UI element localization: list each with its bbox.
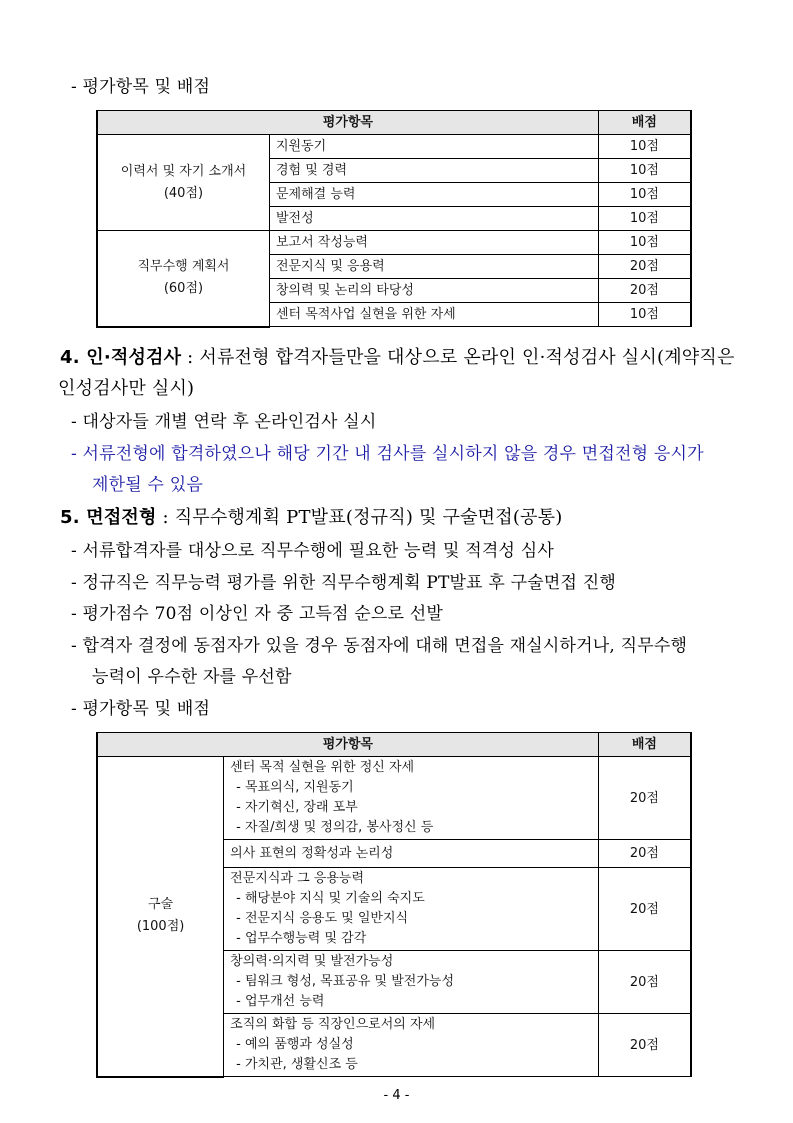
item-sub: - 팀워크 형성, 목표공유 및 발전가능성: [236, 974, 455, 989]
table2-item: [224, 868, 599, 951]
group-name: 직무수행 계획서: [137, 259, 230, 275]
table1-score: 20점: [598, 255, 691, 279]
page-number: - 4 -: [383, 1088, 410, 1103]
item-sub: - 자질/희생 및 정의감, 봉사정신 등: [236, 820, 434, 835]
table2-score: 20점: [598, 1014, 691, 1077]
table1-header-score: 배점: [598, 111, 691, 135]
section4-notice-cont: 제한될 수 있음: [92, 475, 203, 495]
table1-score: 10점: [598, 231, 691, 255]
table1-score: 10점: [598, 303, 691, 327]
table1-item: 보고서 작성능력: [269, 231, 598, 255]
table2-item: [224, 840, 599, 868]
table2-score: 20점: [598, 868, 691, 951]
table1-header-item: 평가항목: [97, 111, 598, 135]
item-sub: - 가치관, 생활신조 등: [236, 1057, 358, 1072]
table1-score: 10점: [598, 135, 691, 159]
section5-desc: : 직무수행계획 PT발표(정규직) 및 구술면접(공통): [156, 507, 563, 528]
table2-score: 20점: [598, 951, 691, 1014]
item-sub: - 자기혁신, 장래 포부: [236, 800, 358, 815]
table2-header-score: 배점: [598, 733, 691, 757]
table1-item: 경험 및 경력: [269, 159, 598, 183]
section5-bullet: - 서류합격자를 대상으로 직무수행에 필요한 능력 및 적격성 심사: [71, 541, 554, 561]
group-name: 구술: [148, 897, 174, 913]
eval-items-label-1: - 평가항목 및 배점: [71, 77, 211, 97]
item-title: 센터 목적 실현을 위한 정신 자세: [230, 760, 415, 775]
group-points: (40점): [163, 185, 204, 201]
section4-heading: [60, 347, 735, 369]
table2-score: 20점: [598, 757, 691, 840]
item-title: 의사 표현의 정확성과 논리성: [230, 846, 394, 861]
group-points: (100점): [136, 919, 185, 935]
table2-group-oral: [97, 757, 224, 1077]
table1-item: 발전성: [269, 207, 598, 231]
eval-items-label-2: - 평가항목 및 배점: [71, 699, 211, 719]
section5-title: 5. 면접전형: [60, 507, 157, 528]
group-points: (60점): [163, 281, 204, 297]
section5-bullet: - 합격자 결정에 동점자가 있을 경우 동점자에 대해 면접을 재실시하거나, 직무수행: [71, 636, 688, 656]
table1-item: 센터 목적사업 실현을 위한 자세: [269, 303, 598, 327]
eval-table-1: [96, 110, 692, 328]
item-sub: - 해당분야 지식 및 기술의 숙지도: [236, 891, 425, 906]
section5-bullet-cont: 능력이 우수한 자를 우선함: [92, 667, 292, 687]
section5-heading: [60, 507, 562, 529]
item-title: 조직의 화합 등 직장인으로서의 자세: [230, 1017, 436, 1032]
item-sub: - 업무개선 능력: [236, 994, 325, 1009]
table2-item: [224, 757, 599, 840]
table2-item: [224, 951, 599, 1014]
item-sub: - 목표의식, 지원동기: [236, 780, 354, 795]
table2-item: [224, 1014, 599, 1077]
table1-item: 문제해결 능력: [269, 183, 598, 207]
table1-score: 10점: [598, 183, 691, 207]
section4-bullet: - 대상자들 개별 연락 후 온라인검사 실시: [71, 412, 377, 432]
table1-score: 10점: [598, 159, 691, 183]
table1-group-plan: [97, 231, 269, 327]
table1-score: 10점: [598, 207, 691, 231]
item-sub: - 전문지식 응용도 및 일반지식: [236, 911, 409, 926]
section4-title: 4. 인·적성검사: [60, 347, 182, 368]
table1-item: 전문지식 및 응용력: [269, 255, 598, 279]
section4-desc-cont: 인성검사만 실시): [58, 378, 195, 399]
table1-item: 지원동기: [269, 135, 598, 159]
item-title: 창의력·의지력 및 발전가능성: [230, 954, 394, 969]
table1-item: 창의력 및 논리의 타당성: [269, 279, 598, 303]
section4-desc: : 서류전형 합격자들만을 대상으로 온라인 인·적성검사 실시(계약직은: [181, 347, 735, 368]
section4-notice: - 서류전형에 합격하였으나 해당 기간 내 검사를 실시하지 않을 경우 면접전형 응시가: [71, 444, 704, 464]
item-sub: - 업무수행능력 및 감각: [236, 931, 367, 946]
table1-score: 20점: [598, 279, 691, 303]
section5-bullet: - 평가점수 70점 이상인 자 중 고득점 순으로 선발: [71, 604, 444, 624]
group-name: 이력서 및 자기 소개서: [120, 163, 247, 179]
table2-header-item: 평가항목: [97, 733, 598, 757]
item-sub: - 예의 품행과 성실성: [236, 1037, 354, 1052]
table2-score: 20점: [598, 840, 691, 868]
item-title: 전문지식과 그 응용능력: [230, 871, 365, 886]
section5-bullet: - 정규직은 직무능력 평가를 위한 직무수행계획 PT발표 후 구술면접 진행: [71, 573, 616, 593]
eval-table-2: [96, 732, 692, 1078]
table1-group-resume: [97, 135, 269, 231]
